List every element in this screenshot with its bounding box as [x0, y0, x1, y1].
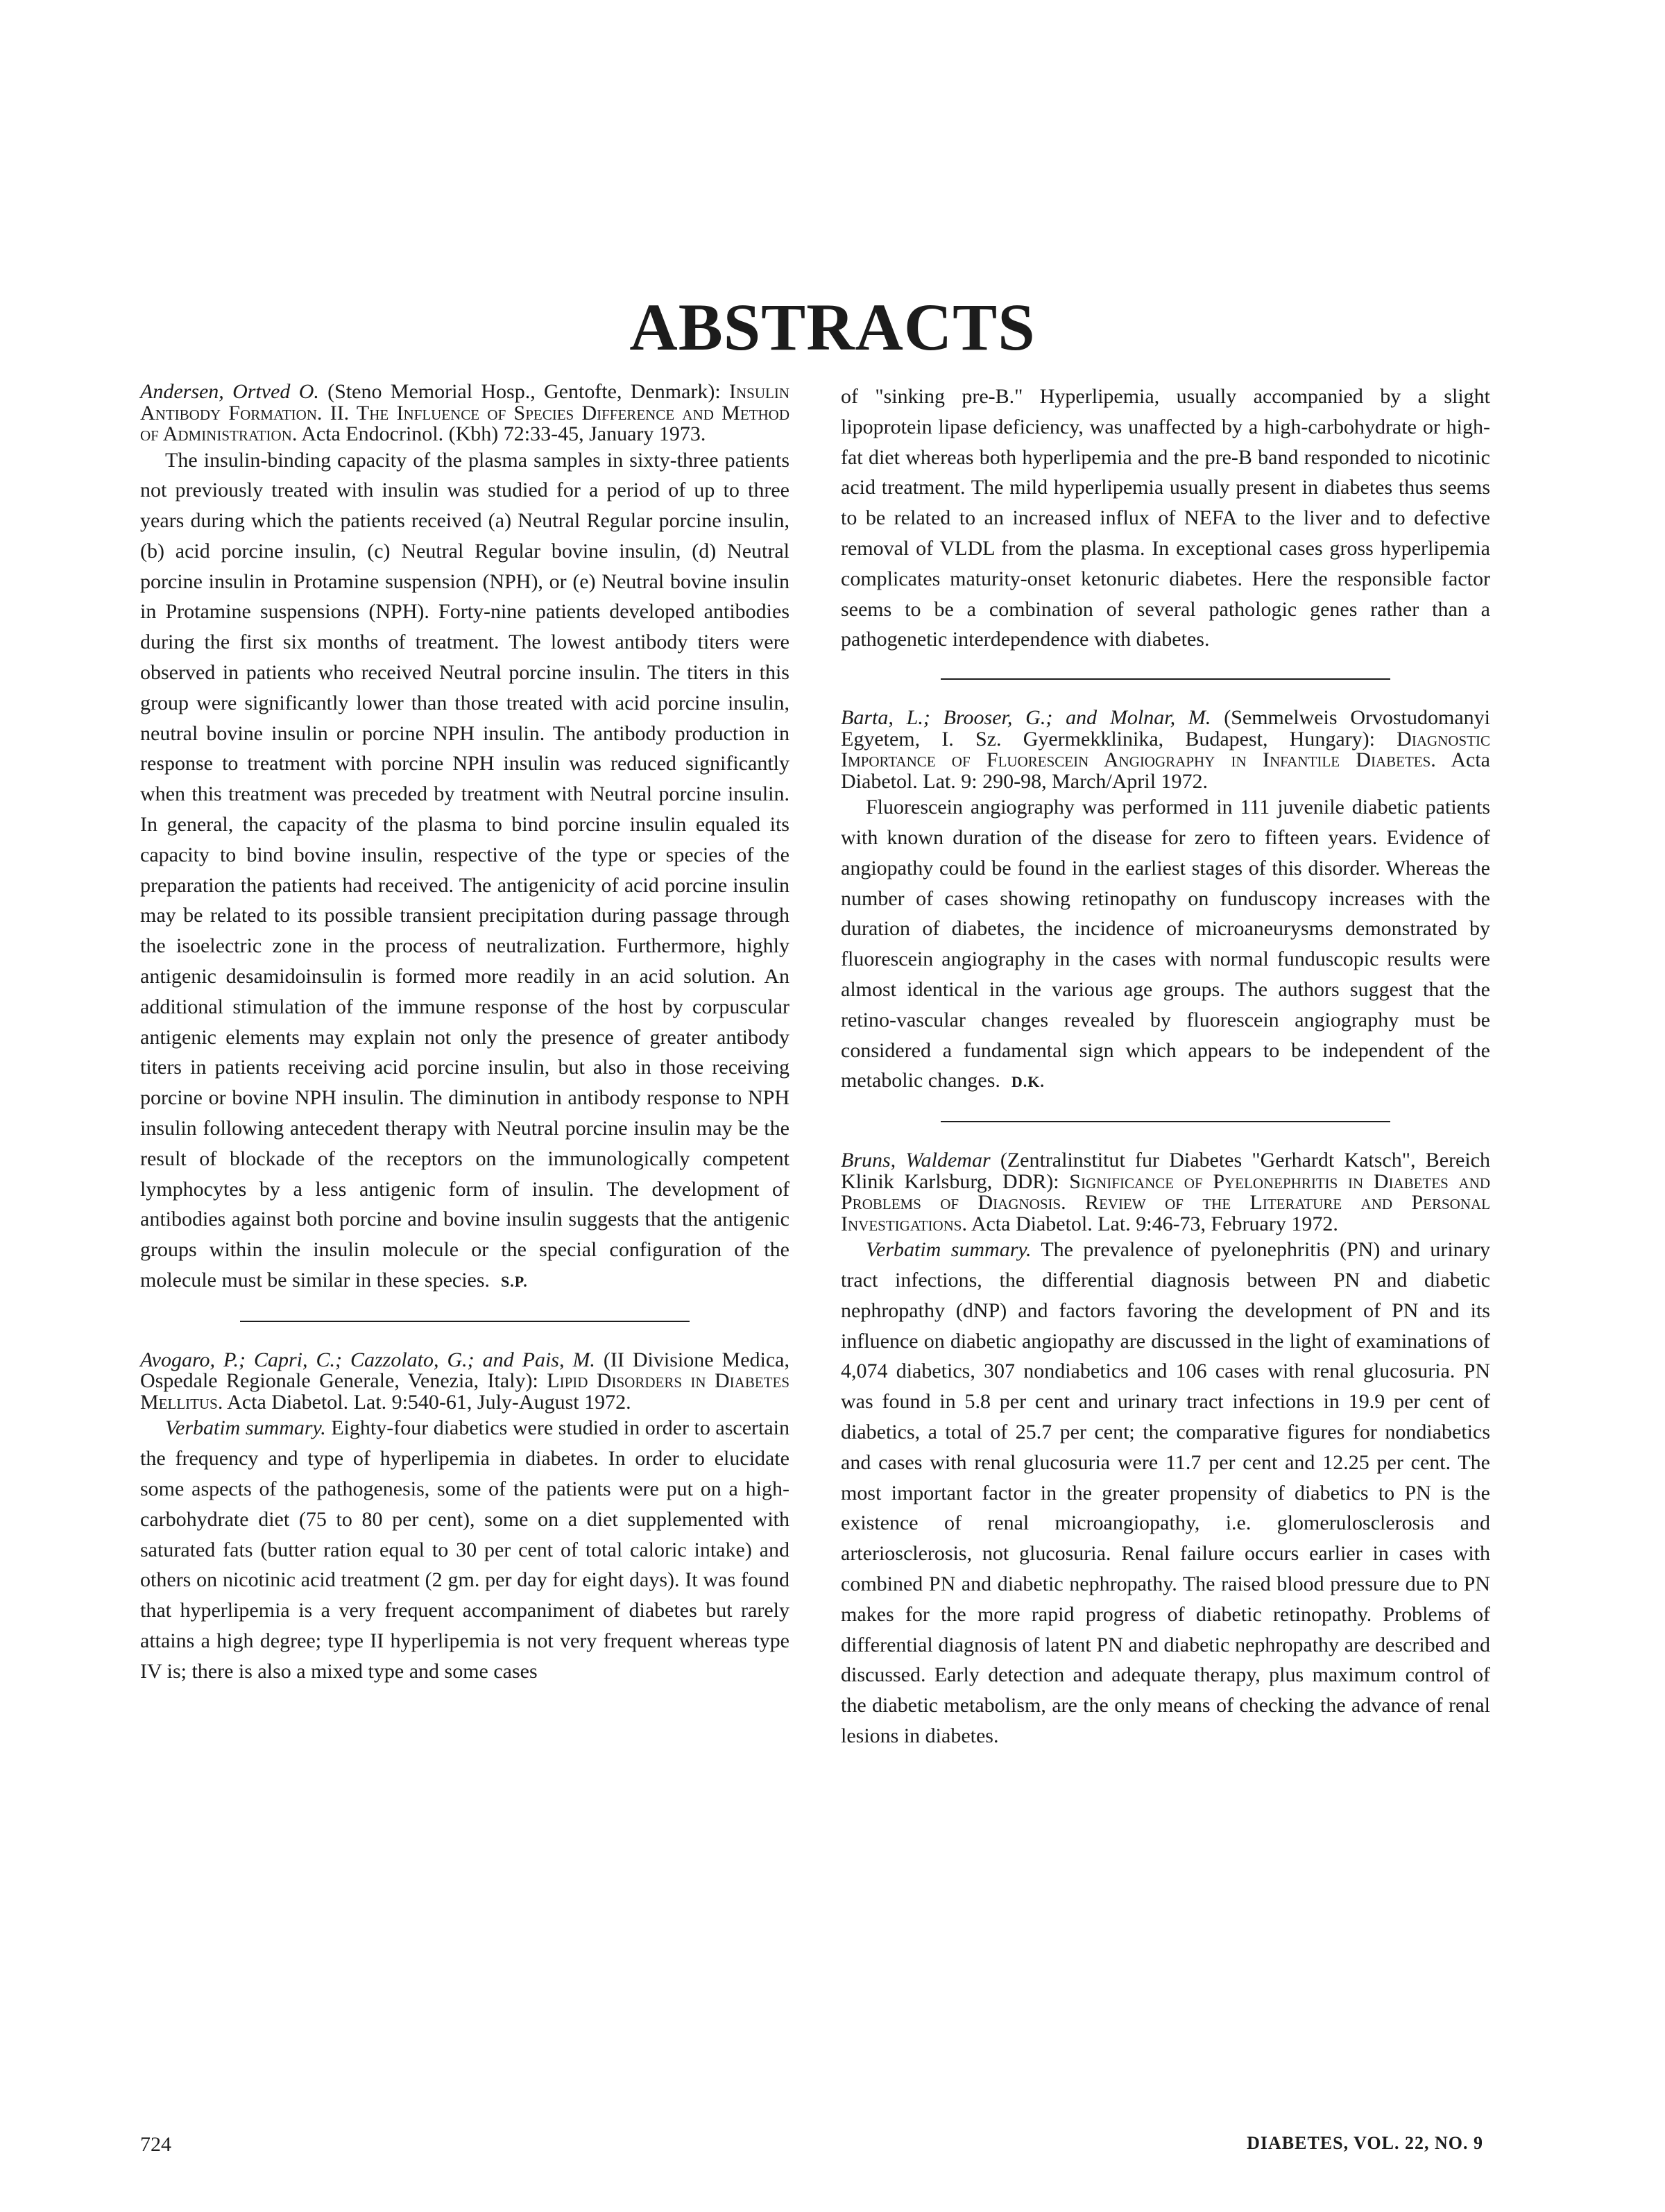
article-title: Insulin Antibody Formation. II. The Influence of Species Difference and Method of Administration.: [140, 380, 790, 445]
citation: [140, 381, 789, 445]
summary-lead: Verbatim summary.: [866, 1238, 1032, 1262]
source: Acta Diabetol. Lat. 9: 290-98, March/April 1972.: [841, 748, 1490, 793]
abstractor-initials: S.P.: [501, 1273, 528, 1291]
journal-footer: DIABETES, VOL. 22, NO. 9: [1247, 2133, 1483, 2153]
citation: [841, 708, 1490, 792]
abstract-body: [841, 1235, 1490, 1751]
abstract-text: The insulin-binding capacity of the plasma samples in sixty-three patients not previously treated with insulin was studied for a period of up to three years during which the patients received (a) Neutral Regular porcine insulin, (b) acid porcine insulin, (c) Neutral Regular bovine insulin, (d) Neutral porcine insulin in Protamine suspension (NPH), or (e) Neutral bovine insulin in Protamine suspensions (NPH). Forty-nine patients developed antibodies during the first six months of treatment. The lowest antibody titers were observed in patients who received Neutral porcine insulin. The titers in this group were significantly lower than those treated with acid porcine insulin, neutral bovine insulin or porcine NPH insulin. The antibody production in response to treatment with porcine NPH insulin was reduced significantly when this treatment was preceded by treatment with Neutral porcine insulin. In general, the capacity of the plasma to bind porcine insulin equaled its capacity to bind bovine insulin, respective of the type or species of the preparation the patients had received. The antigenicity of acid porcine insulin may be related to its possible transient precipitation during passage through the isoelectric zone in the process of neutralization. Furthermore, highly antigenic desamidoinsulin is formed more readily in an acid solution. An additional stimulation of the immune response of the host by corpuscular antigenic elements may explain not only the presence of greater antibody titers in patients receiving acid porcine insulin, but also in those receiving porcine or bovine NPH insulin. The diminution in antibody response to NPH insulin following antecedent therapy with Neutral porcine insulin may be the result of blockade of the receptors on the immunologically competent lymphocytes by a less antigenic form of insulin. The development of antibodies against both porcine and bovine insulin suggests that the antigenic groups within the insulin molecule or the special configuration of the molecule must be similar in these species.: [140, 448, 789, 1292]
divider: [240, 1321, 690, 1322]
left-column: [140, 381, 789, 1686]
citation: [841, 1150, 1490, 1235]
page-number: 724: [140, 2133, 171, 2156]
abstract-text: Eighty-four diabetics were studied in order to ascertain the frequency and type of hyperlipemia in diabetes. In order to elucidate some aspects of the pathogenesis, some of the patients were put on a high-carbohydrate diet (75 to 80 per cent), some on a diet supplemented with saturated fats (butter ration equal to 30 per cent of total caloric intake) and others on nicotinic acid treatment (2 gm. per day for eight days). It was found that hyperlipemia is a very frequent accompaniment of diabetes but rarely attains a high degree; type II hyperlipemia is not very frequent whereas type IV is; there is also a mixed type and some cases: [140, 1416, 789, 1683]
affiliation: (Semmelweis Orvostudomanyi Egyetem, I. Sz. Gyermekklinika, Budapest, Hungary):: [841, 706, 1490, 751]
source: Acta Diabetol. Lat. 9:540-61, July-August 1972.: [223, 1390, 631, 1414]
source: Acta Endocrinol. (Kbh) 72:33-45, January 1973.: [297, 422, 706, 445]
summary-lead: Verbatim summary.: [165, 1416, 326, 1440]
authors: Barta, L.; Brooser, G.; and Molnar, M.: [841, 706, 1211, 730]
article-title: Diagnostic Importance of Fluorescein Angiography in Infantile Diabetes.: [841, 727, 1490, 772]
page-title: ABSTRACTS: [629, 290, 1036, 365]
authors: Andersen, Ortved O.: [140, 380, 319, 403]
affiliation: (II Divisione Medica, Ospedale Regionale Generale, Venezia, Italy):: [140, 1348, 789, 1393]
abstract-barta: [841, 708, 1490, 1097]
abstract-continued-text: of "sinking pre-B." Hyperlipemia, usually accompanied by a slight lipoprotein lipase deficiency, was unaffected by a high-carbohydrate or high-fat diet whereas both hyperlipemia and the pre-B band responded to nicotinic acid treatment. The mild hyperlipemia usually present in diabetes thus seems to be related to an increased influx of NEFA to the liver and to defective removal of VLDL from the plasma. In exceptional cases gross hyperlipemia complicates maturity-onset ketonuric diabetes. Here the responsible factor seems to be a combination of several pathologic genes rather than a pathogenetic interdependence with diabetes.: [841, 385, 1490, 651]
abstract-avogaro: [140, 1350, 789, 1687]
authors: Bruns, Waldemar: [841, 1149, 991, 1172]
right-column: [841, 381, 1490, 1751]
affiliation: (Zentralinstitut fur Diabetes "Gerhardt Katsch", Bereich Klinik Karlsburg, DDR):: [841, 1149, 1490, 1193]
affiliation: (Steno Memorial Hosp., Gentofte, Denmark):: [318, 380, 730, 403]
divider: [941, 1121, 1390, 1122]
article-title: Lipid Disorders in Diabetes Mellitus.: [140, 1369, 789, 1414]
abstract-andersen: [140, 381, 789, 1297]
abstract-body: [140, 1413, 789, 1686]
source: Acta Diabetol. Lat. 9:46-73, February 1972.: [966, 1212, 1338, 1235]
abstractor-initials: D.K.: [1011, 1073, 1045, 1091]
citation: [140, 1350, 789, 1414]
divider: [941, 678, 1390, 680]
abstract-bruns: [841, 1150, 1490, 1751]
abstract-body: [841, 792, 1490, 1097]
abstract-text: The prevalence of pyelonephritis (PN) and urinary tract infections, the differential diagnosis between PN and diabetic nephropathy (dNP) and factors favoring the development of PN and its influence on diabetic angiopathy are discussed in the light of examinations of 4,074 diabetics, 307 nondiabetics and 106 cases with renal glucosuria. PN was found in 5.8 per cent and urinary tract infections in 19.9 per cent of diabetics, a total of 25.7 per cent; the comparative figures for nondiabetics and cases with renal glucosuria were 11.7 per cent and 12.25 per cent. The most important factor in the greater propensity of diabetics to PN is the existence of renal microangiopathy, i.e. glomerulosclerosis and arteriosclerosis, not glucosuria. Renal failure occurs earlier in cases with combined PN and diabetic nephropathy. The raised blood pressure due to PN makes for the more rapid progress of diabetic retinopathy. Problems of differential diagnosis of latent PN and diabetic nephropathy are described and discussed. Early detection and adequate therapy, plus maximum control of the diabetic metabolism, are the only means of checking the advance of renal lesions in diabetes.: [841, 1238, 1490, 1747]
abstract-body: [140, 445, 789, 1297]
article-title: Significance of Pyelonephritis in Diabetes and Problems of Diagnosis. Review of the Literature and Personal Investigations.: [841, 1169, 1490, 1235]
abstract-text: Fluorescein angiography was performed in 111 juvenile diabetic patients with known duration of the disease for zero to fifteen years. Evidence of angiopathy could be found in the earliest stages of this disorder. Whereas the number of cases showing retinopathy on funduscopy increases with the duration of diabetes, the incidence of microaneurysms demonstrated by fluorescein angiography in the cases with normal funduscopic results were almost identical in the various age groups. The authors suggest that the retino-vascular changes revealed by fluorescein angiography must be considered a fundamental sign which appears to be independent of the metabolic changes.: [841, 796, 1490, 1092]
authors: Avogaro, P.; Capri, C.; Cazzolato, G.; and Pais, M.: [140, 1348, 595, 1371]
